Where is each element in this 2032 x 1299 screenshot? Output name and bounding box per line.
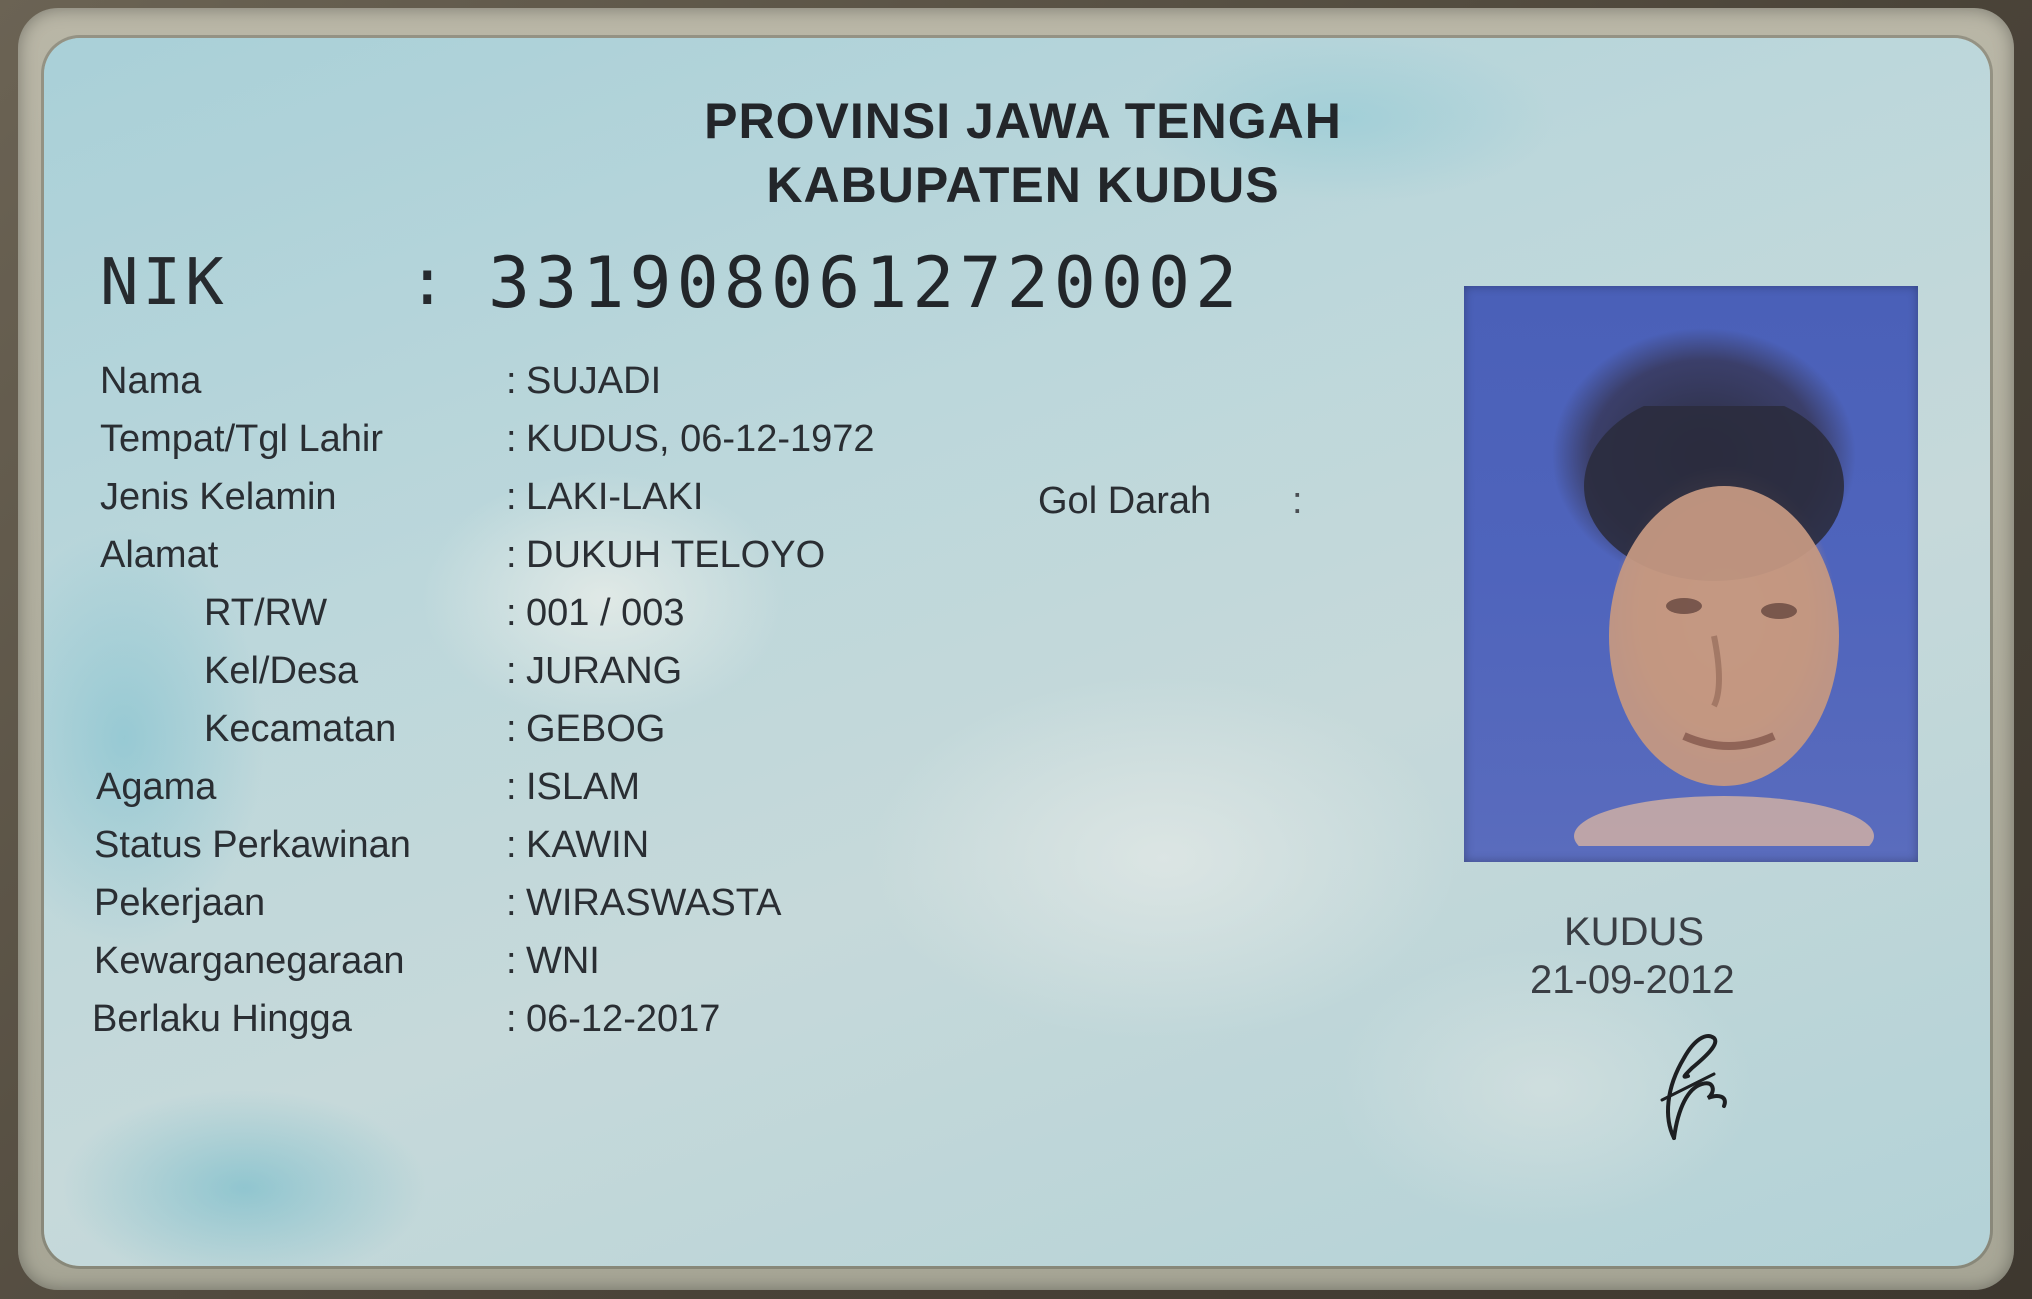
blood-type-colon: : [1292, 480, 1303, 522]
field-label: Alamat [100, 534, 219, 576]
field-label: Pekerjaan [94, 882, 266, 924]
field-label: Agama [96, 766, 217, 808]
nik-value: 3319080612720002 [488, 242, 1243, 324]
field-value: 06-12-2017 [526, 998, 721, 1040]
field-colon: : [506, 476, 517, 518]
field-value: WIRASWASTA [526, 882, 782, 924]
field-label: Jenis Kelamin [100, 476, 337, 518]
field-label: RT/RW [204, 592, 328, 634]
field-label: Kel/Desa [204, 650, 359, 692]
field-value: ISLAM [526, 766, 641, 808]
field-value: DUKUH TELOYO [526, 534, 826, 576]
field-colon: : [506, 418, 517, 460]
field-value: KUDUS, 06-12-1972 [526, 418, 875, 460]
field-label: Berlaku Hingga [92, 998, 352, 1040]
province-title: PROVINSI JAWA TENGAH [704, 93, 1342, 149]
field-label: Status Perkawinan [94, 824, 411, 866]
field-colon: : [506, 766, 517, 808]
nik-label: NIK [100, 246, 228, 320]
id-card [44, 38, 1990, 1266]
field-value: SUJADI [526, 360, 662, 402]
field-colon: : [506, 592, 517, 634]
field-label: Kecamatan [204, 708, 397, 750]
regency-title: KABUPATEN KUDUS [766, 157, 1280, 213]
field-label: Nama [100, 360, 202, 402]
field-colon: : [506, 998, 517, 1040]
portrait-photo-icon [1564, 406, 1884, 846]
field-colon: : [506, 708, 517, 750]
field-colon: : [506, 940, 517, 982]
signature-icon [1644, 1018, 1764, 1148]
field-label: Kewarganegaraan [94, 940, 405, 982]
issue-city: KUDUS [1564, 910, 1705, 954]
field-value: JURANG [526, 650, 683, 692]
field-label: Tempat/Tgl Lahir [100, 418, 384, 460]
portrait-photo [1464, 286, 1918, 862]
field-colon: : [506, 360, 517, 402]
field-value: GEBOG [526, 708, 666, 750]
field-colon: : [506, 824, 517, 866]
field-value: 001 / 003 [526, 592, 685, 634]
field-value: WNI [526, 940, 600, 982]
issue-date: 21-09-2012 [1530, 958, 1735, 1002]
field-colon: : [506, 534, 517, 576]
field-colon: : [506, 650, 517, 692]
field-colon: : [506, 882, 517, 924]
nik-colon: : [408, 246, 447, 320]
field-value: KAWIN [526, 824, 650, 866]
field-value: LAKI-LAKI [526, 476, 704, 518]
blood-type-label: Gol Darah [1038, 480, 1212, 522]
